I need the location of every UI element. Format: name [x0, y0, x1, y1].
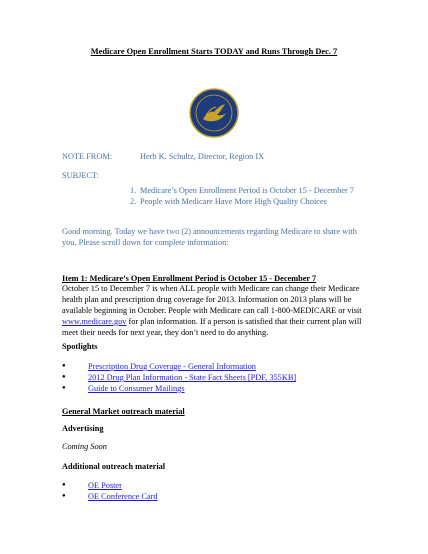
note-from-value: Herb K. Schultz, Director, Region IX — [140, 152, 265, 161]
hhs-seal-icon — [189, 88, 239, 138]
oe-poster-link[interactable]: OE Poster — [88, 481, 122, 490]
list-item — [62, 491, 362, 502]
subject-list — [130, 185, 370, 207]
additional-list — [62, 480, 362, 502]
list-item — [62, 383, 362, 394]
bullet-icon: ● — [62, 385, 66, 391]
subject-item-text: People with Medicare Have More High Quality Choices — [140, 197, 327, 206]
subject-item — [130, 196, 370, 207]
list-item — [62, 361, 362, 372]
subject-label: SUBJECT: — [62, 171, 99, 180]
spotlight-link[interactable]: Guide to Consumer Mailings — [88, 384, 185, 393]
note-from-label: NOTE FROM: — [62, 152, 113, 161]
list-item — [62, 480, 362, 491]
coming-soon-text: Coming Soon — [62, 442, 107, 451]
oe-conference-card-link[interactable]: OE Conference Card — [88, 492, 158, 501]
item1-body-text-end: for plan information. If a person is satisfied that their current plan will meet their needs for next year, they don’t need to do anything. — [62, 317, 362, 337]
subject-item — [130, 185, 370, 196]
general-market-heading: General Market outreach material — [62, 407, 185, 416]
spotlight-link[interactable]: Prescription Drug Coverage - General Information — [88, 362, 256, 371]
list-item — [62, 372, 362, 383]
item1-body-text: October 15 to December 7 is when ALL people with Medicare can change their Medicare health plan and prescription drug coverage for 2013. Information on 2013 plans will be available beginning in October. People with Medicare can call 1-800-MEDICARE or visit — [62, 284, 362, 315]
subject-item-number: 2. — [130, 197, 137, 206]
subject-item-text: Medicare’s Open Enrollment Period is October 15 - December 7 — [140, 186, 355, 195]
bullet-icon: ● — [62, 493, 66, 499]
document-title: Medicare Open Enrollment Starts TODAY and Runs Through Dec. 7 — [90, 47, 338, 56]
medicare-gov-link[interactable]: www.medicare.gov — [62, 317, 127, 326]
greeting-paragraph: Good morning. Today we have two (2) announcements regarding Medicare to share with you. Please scroll down for complete information: — [62, 227, 357, 247]
bullet-icon: ● — [62, 482, 66, 488]
spotlights-heading: Spotlights — [62, 342, 98, 351]
advertising-heading: Advertising — [62, 424, 104, 433]
spotlight-link[interactable]: 2012 Drug Plan Information - State Fact Sheets [PDF, 355KB] — [88, 373, 297, 382]
spotlights-list — [62, 361, 362, 394]
item1-body — [62, 283, 367, 338]
bullet-icon: ● — [62, 374, 66, 380]
subject-item-number: 1. — [130, 186, 137, 195]
bullet-icon: ● — [62, 363, 66, 369]
additional-outreach-heading: Additional outreach material — [62, 462, 166, 471]
item1-heading: Item 1: Medicare’s Open Enrollment Period is October 15 - December 7 — [62, 274, 317, 283]
